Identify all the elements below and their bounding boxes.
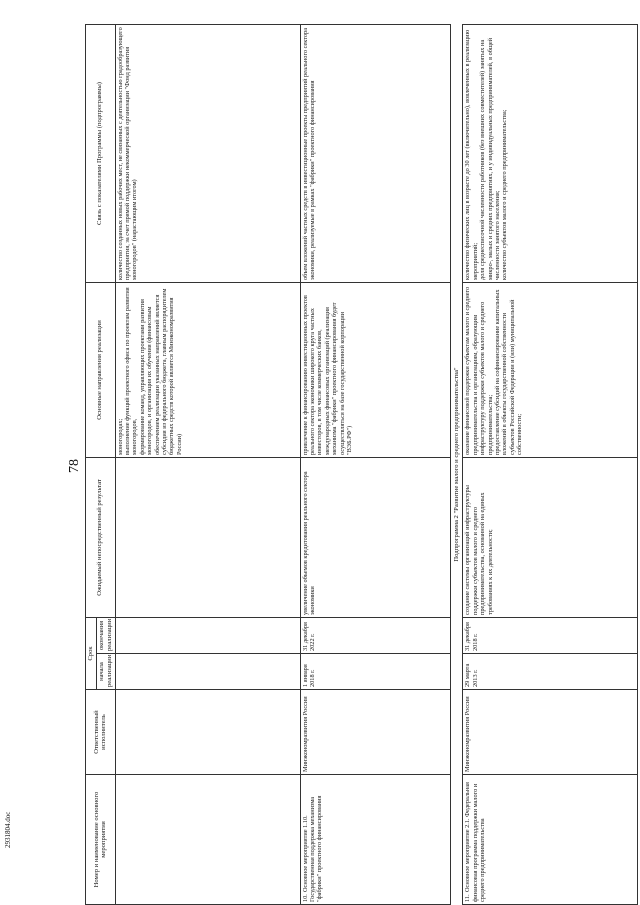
row10-start: 1 января 2018 г. [300, 654, 450, 690]
row0-link: количество созданных новых рабочих мест, не связанных с деятельностью градообразующего предприятия, за счет прямой поддержки некоммерческой организации "Фонд развития моногородов" (нарастающим итогом) [115, 24, 300, 282]
table-row [115, 24, 300, 904]
row11-name: Основное мероприятие 2.1. Федеральная финансовая программа поддержки малого и среднего предпринимательства [464, 782, 487, 902]
row11-number: 11. [464, 894, 472, 902]
header-end: окончания реализации [97, 617, 116, 653]
page-number: 78 [67, 459, 82, 473]
row10-number: 10. [301, 894, 309, 902]
row0-start [115, 654, 300, 690]
row10-name: Основное мероприятие 1.10. Государственная поддержка механизма "фабрики" проектного финансирования [301, 795, 324, 902]
row11-start: 29 марта 2013 г. [463, 654, 638, 690]
header-number-name: Номер и наименование основного мероприятия [86, 775, 116, 905]
header-directions: Основные направления реализации [86, 282, 116, 457]
header-row [86, 24, 97, 904]
row11-end: 31 декабря 2018 г. [463, 617, 638, 653]
row11-directions: оказание финансовой поддержки субъектам малого и среднего предпринимательства и организациям, образующим инфраструктуру поддержки субъектов малого и среднего предпринимательства; предоставление субсидий на софинансирование капитальных вложений в объекты государственной собственности субъектов Российской Федерации и (или) муниципальной собственности; [463, 282, 638, 457]
table-row [463, 24, 638, 904]
header-result: Ожидаемый непосредственный результат [86, 457, 116, 617]
row0-name [115, 775, 300, 905]
row10-result: увеличение объемов кредитования реального сектора экономики [300, 457, 450, 617]
row10-executor: Минэкономразвития России [300, 690, 450, 775]
file-id: 2931804.doc [4, 811, 12, 848]
row10-link: объем вложений частных средств в инвестиционные проекты предприятий реального сектора экономики, реализуемые в рамках "фабрики" проектного финансирования [300, 24, 450, 282]
row11-name-cell [463, 775, 638, 905]
row11-executor: Минэкономразвития России [463, 690, 638, 775]
program-activities-table [85, 24, 638, 905]
header-srok: Срок [86, 617, 97, 689]
section-row [450, 24, 463, 904]
row0-result [115, 457, 300, 617]
row11-link: количество физических лиц в возрасте до 30 лет (включительно), вовлеченных в реализацию мероприятий; доля среднесписочной численности работников (без внешних совместителей) занятых на микро-, малых и средних предприятиях, и у индивидуальных предпринимателей, в общей численности занятого населения; количество субъектов малого и среднего предпринимательства; [463, 24, 638, 282]
header-executor: Ответственный исполнитель [86, 690, 116, 775]
row10-directions: привлечение к финансированию инвестиционных проектов реального сектора экономики широкого круга частных инвесторов, в том числе коммерческих банков, международных финансовых организаций (реализация механизма "фабрики" проектного финансирования будет осуществляться на базе государственной корпорации "ВЭБ.РФ") [300, 282, 450, 457]
row11-result: создание системы организаций инфраструктуры поддержки субъектов малого и среднего предпринимательства, основанной на единых требованиях к их деятельности; [463, 457, 638, 617]
header-start: начала реализации [97, 654, 116, 690]
row10-name-cell [300, 775, 450, 905]
row0-directions: моногородах; выполнение функций проектного офиса по проектам развития моногородов, формирование команд, управляющих проектами развития моногородов, и организация их обучения (финансовым обеспечением реализации указанных направлений является субсидия из федерального бюджета, главным распорядителем бюджетных средств которой является Минэкономразвития России) [115, 282, 300, 457]
row0-executor [115, 690, 300, 775]
section-title: Подпрограмма 2 "Развитие малого и среднего предпринимательства" [450, 24, 463, 904]
header-link: Связь с показателями Программы (подпрограммы) [86, 24, 116, 282]
row0-end [115, 617, 300, 653]
row10-end: 31 декабря 2022 г. [300, 617, 450, 653]
rotated-table-sheet [85, 25, 630, 905]
table-row [300, 24, 450, 904]
